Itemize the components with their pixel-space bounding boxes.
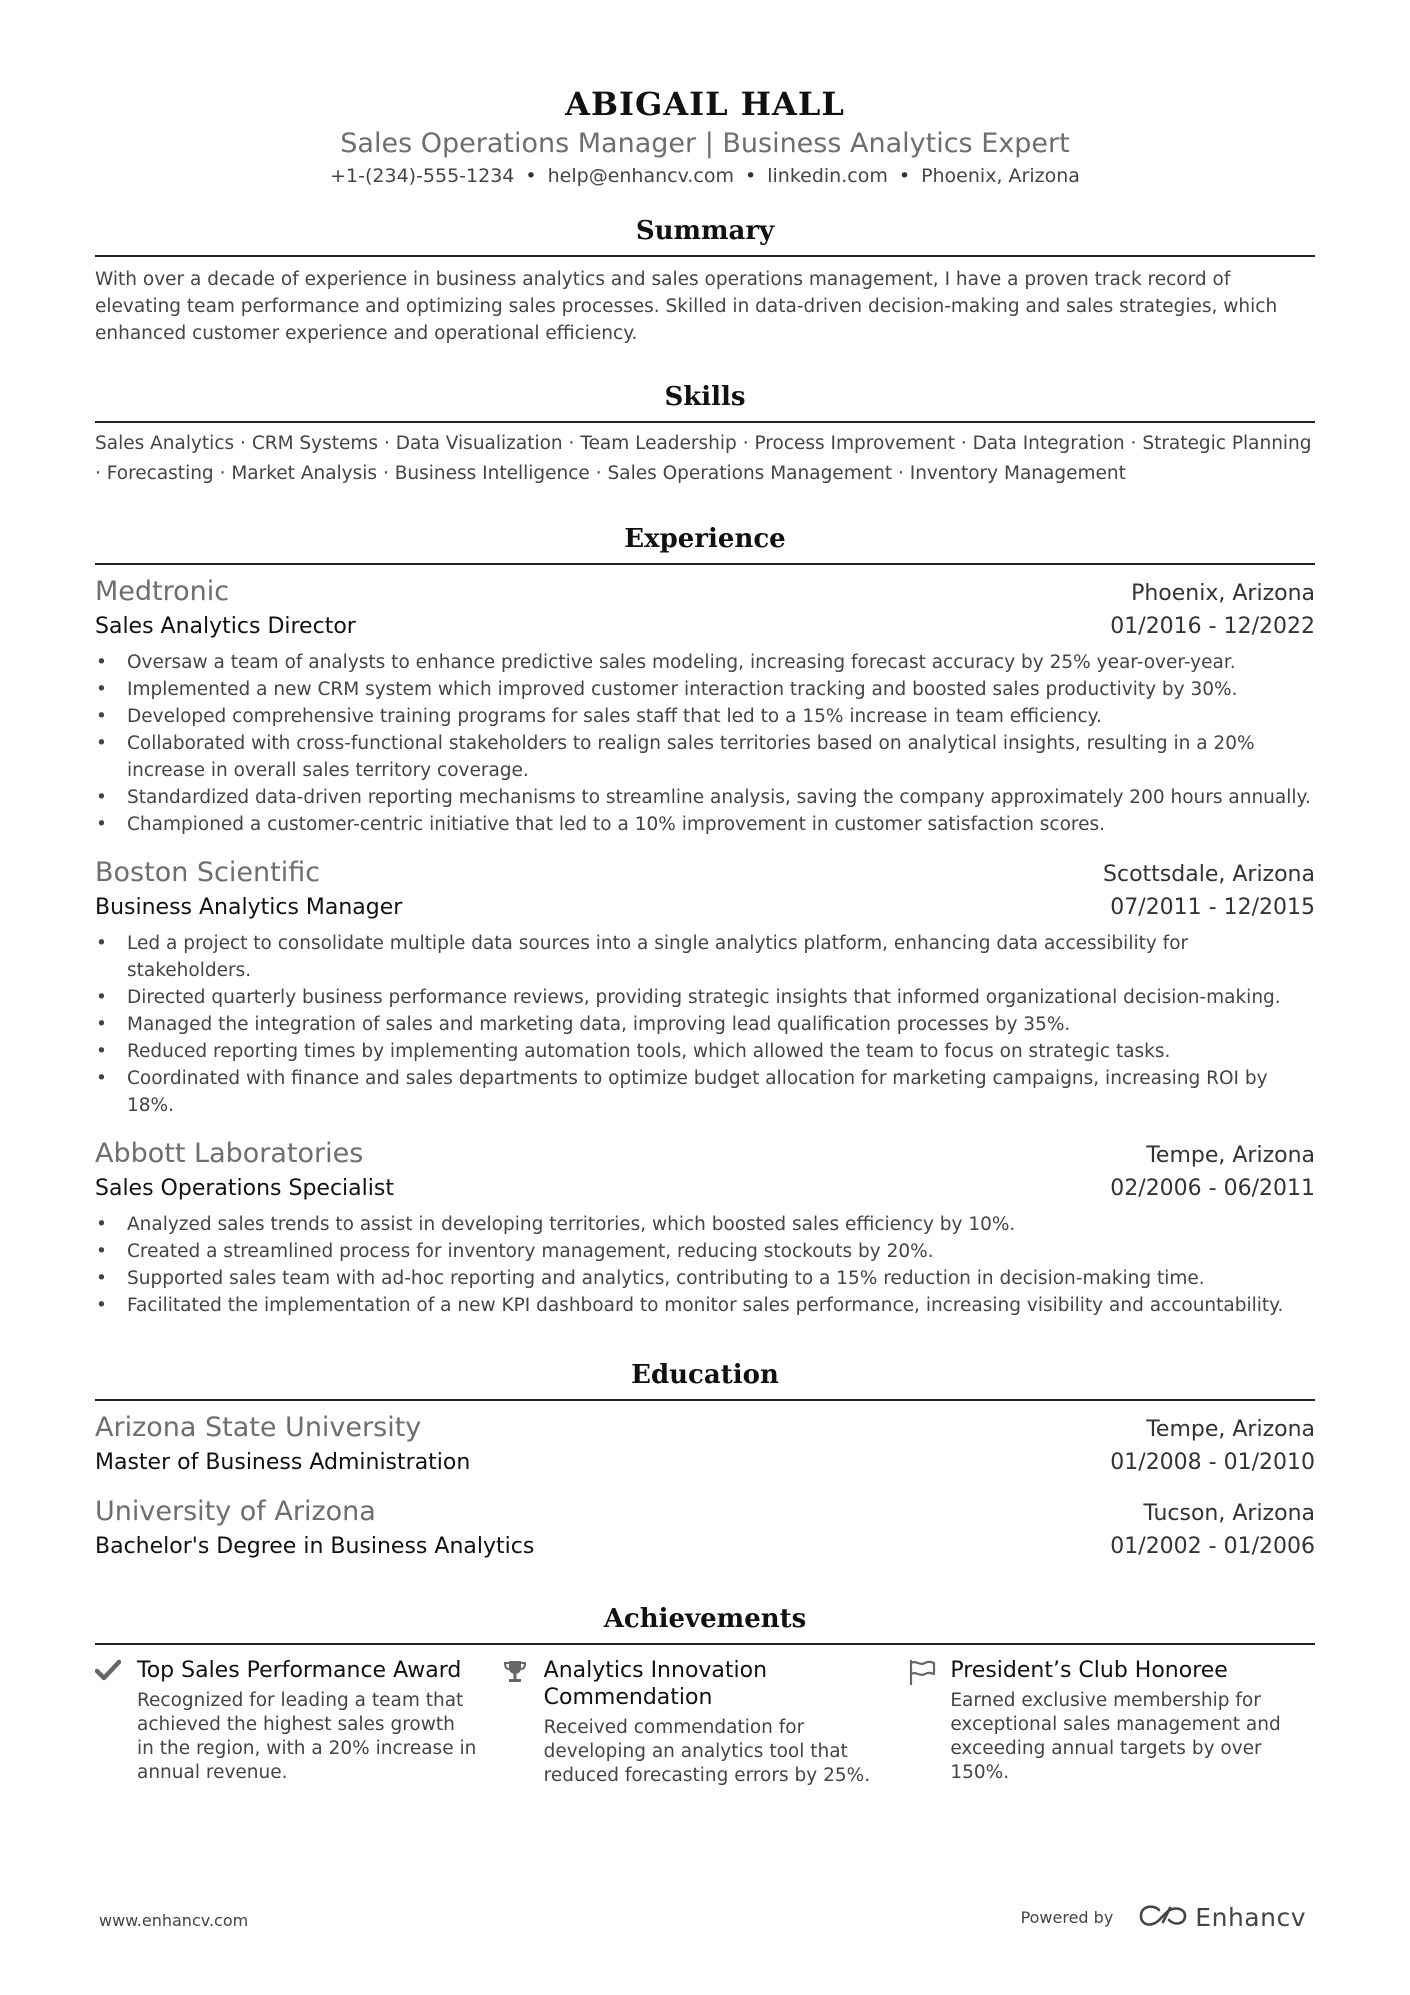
education-section <box>95 1357 1315 1563</box>
footer-branding <box>1021 1903 1306 1932</box>
section-title-achievements: Achievements <box>95 1601 1315 1645</box>
skill-item: Market Analysis <box>231 463 378 484</box>
achievement-description: Received commendation for developing an analytics tool that reduced forecasting errors by 25%. <box>543 1717 871 1786</box>
resume-header <box>95 0 1315 189</box>
contact-separator: • <box>745 165 757 187</box>
job-location: Scottsdale, Arizona <box>1103 862 1315 887</box>
company-name: Abbott Laboratories <box>95 1138 364 1169</box>
job-bullets <box>95 1211 1315 1319</box>
skill-separator: · <box>240 433 246 454</box>
brand-name: Enhancv <box>1195 1903 1306 1932</box>
bullet-item: • Implemented a new CRM system which improved customer interaction tracking and boosted sales productivity by 30%. <box>127 676 1315 703</box>
achievement-body <box>544 1657 884 1788</box>
skill-item: Forecasting <box>106 463 214 484</box>
skill-separator: · <box>95 463 101 484</box>
powered-by-label: Powered by <box>1020 1908 1114 1927</box>
job-location: Tempe, Arizona <box>1146 1143 1315 1168</box>
education-entry <box>95 1411 1315 1479</box>
summary-section <box>95 213 1315 347</box>
bullet-item: • Standardized data-driven reporting mechanisms to streamline analysis, saving the company approximately 200 hours annually. <box>127 784 1315 811</box>
section-title-summary: Summary <box>95 213 1315 257</box>
bullet-item: • Analyzed sales trends to assist in developing territories, which boosted sales efficiency by 10%. <box>127 1211 1315 1238</box>
trophy-icon <box>502 1657 544 1788</box>
bullet-item: • Oversaw a team of analysts to enhance predictive sales modeling, increasing forecast accuracy by 25% year-over-year. <box>127 649 1315 676</box>
job-title: Sales Analytics Director <box>95 614 356 639</box>
experience-entry <box>95 856 1315 1119</box>
candidate-headline: Sales Operations Manager | Business Analytics Expert <box>340 128 1070 159</box>
summary-text: With over a decade of experience in business analytics and sales operations management, I have a proven track record of elevating team performance and optimizing sales processes. Skilled in data-driven decision-making and sales strategies, which enhanced customer experience and operational efficiency. <box>95 269 1278 344</box>
experience-list <box>95 575 1315 1319</box>
achievement-body <box>950 1657 1290 1788</box>
section-title-education: Education <box>95 1357 1315 1401</box>
company-name: Boston Scientific <box>95 857 321 888</box>
school-name: University of Arizona <box>95 1496 376 1527</box>
contact-location: Phoenix, Arizona <box>921 165 1080 187</box>
job-dates: 02/2006 - 06/2011 <box>1110 1176 1315 1201</box>
job-bullets <box>95 930 1315 1119</box>
achievement-description: Recognized for leading a team that achieved the highest sales growth in the region, with a 20% increase in annual revenue. <box>137 1690 477 1783</box>
experience-role-row <box>95 892 1315 924</box>
degree-dates: 01/2002 - 01/2006 <box>1110 1534 1315 1559</box>
section-title-experience: Experience <box>95 521 1315 565</box>
degree-name: Bachelor's Degree in Business Analytics <box>95 1534 535 1559</box>
education-entry <box>95 1495 1315 1563</box>
school-location: Tempe, Arizona <box>1146 1417 1315 1442</box>
job-dates: 01/2016 - 12/2022 <box>1110 614 1315 639</box>
contact-linkedin[interactable]: linkedin.com <box>767 165 888 187</box>
experience-section <box>95 521 1315 1319</box>
skill-separator: · <box>742 433 749 454</box>
experience-entry <box>95 1137 1315 1319</box>
skill-item: Inventory Management <box>909 463 1126 484</box>
skill-item: Business Intelligence <box>394 463 590 484</box>
bullet-item: • Developed comprehensive training programs for sales staff that led to a 15% increase in team efficiency. <box>127 703 1315 730</box>
candidate-name: ABIGAIL HALL <box>565 85 845 123</box>
school-location: Tucson, Arizona <box>1143 1501 1315 1526</box>
contact-phone: +1-(234)-555-1234 <box>330 165 515 187</box>
bullet-item: • Directed quarterly business performance reviews, providing strategic insights that informed organizational decision-making. <box>127 984 1315 1011</box>
bullet-item: • Reduced reporting times by implementing automation tools, which allowed the team to focus on strategic tasks. <box>127 1038 1315 1065</box>
job-title: Business Analytics Manager <box>95 895 403 920</box>
contact-separator: • <box>525 165 537 187</box>
skills-list <box>95 429 1315 489</box>
achievement-item <box>95 1657 502 1788</box>
skill-item: Sales Operations Management <box>607 463 893 484</box>
achievement-description: Earned exclusive membership for exceptional sales management and exceeding annual targets by over 150%. <box>950 1690 1281 1783</box>
contact-email[interactable]: help@enhancv.com <box>547 165 734 187</box>
experience-header-row <box>95 1137 1315 1173</box>
skill-separator: · <box>383 433 390 454</box>
education-degree-row <box>95 1447 1315 1479</box>
education-header-row <box>95 1411 1315 1447</box>
contact-line <box>95 163 1315 189</box>
contact-separator: • <box>898 165 911 187</box>
education-list <box>95 1411 1315 1563</box>
experience-role-row <box>95 611 1315 643</box>
achievement-item <box>502 1657 909 1788</box>
bullet-item: • Championed a customer-centric initiative that led to a 10% improvement in customer satisfaction scores. <box>127 811 1315 838</box>
skills-section <box>95 379 1315 489</box>
degree-dates: 01/2008 - 01/2010 <box>1110 1450 1315 1475</box>
skill-item: Data Integration <box>972 433 1125 454</box>
education-header-row <box>95 1495 1315 1531</box>
job-bullets <box>95 649 1315 838</box>
checkmark-icon <box>95 1657 137 1788</box>
achievement-body <box>137 1657 477 1788</box>
bullet-item: • Collaborated with cross-functional stakeholders to realign sales territories based on analytical insights, resulting in a 20% increase in overall sales territory coverage. <box>127 730 1315 784</box>
bullet-item: • Coordinated with finance and sales departments to optimize budget allocation for marketing campaigns, increasing ROI by 18%. <box>127 1065 1315 1119</box>
bullet-item: • Facilitated the implementation of a new KPI dashboard to monitor sales performance, increasing visibility and accountability. <box>127 1292 1315 1319</box>
footer-website[interactable]: www.enhancv.com <box>99 1911 249 1930</box>
education-degree-row <box>95 1531 1315 1563</box>
enhancv-logo-icon <box>1139 1904 1187 1932</box>
skill-item: Team Leadership <box>580 433 737 454</box>
skill-item: CRM Systems <box>251 433 379 454</box>
bullet-item: • Managed the integration of sales and marketing data, improving lead qualification processes by 35%. <box>127 1011 1315 1038</box>
company-name: Medtronic <box>95 576 230 607</box>
bullet-item: • Supported sales team with ad-hoc reporting and analytics, contributing to a 15% reduction in decision-making time. <box>127 1265 1315 1292</box>
job-title: Sales Operations Specialist <box>95 1176 394 1201</box>
achievement-title: Top Sales Performance Award <box>137 1658 462 1683</box>
achievements-grid <box>95 1657 1315 1788</box>
experience-entry <box>95 575 1315 838</box>
achievements-section <box>95 1601 1315 1788</box>
achievement-title: Analytics Innovation Commendation <box>543 1658 768 1710</box>
skill-item: Sales Analytics <box>95 433 235 454</box>
experience-header-row <box>95 856 1315 892</box>
skill-item: Data Visualization <box>395 433 563 454</box>
achievement-title: President’s Club Honoree <box>950 1658 1228 1683</box>
degree-name: Master of Business Administration <box>95 1450 471 1475</box>
bullet-item: • Created a streamlined process for inventory management, reducing stockouts by 20%. <box>127 1238 1315 1265</box>
skill-separator: · <box>382 463 389 484</box>
job-dates: 07/2011 - 12/2015 <box>1110 895 1315 920</box>
skill-separator: · <box>960 433 967 454</box>
skill-separator: · <box>1130 433 1137 454</box>
flag-icon <box>908 1657 950 1788</box>
section-title-skills: Skills <box>95 379 1315 423</box>
skill-separator: · <box>568 433 575 454</box>
experience-role-row <box>95 1173 1315 1205</box>
skill-item: Process Improvement <box>754 433 955 454</box>
skill-separator: · <box>219 463 226 484</box>
skill-separator: · <box>897 463 904 484</box>
job-location: Phoenix, Arizona <box>1131 581 1315 606</box>
skill-item: Strategic Planning <box>1142 433 1312 454</box>
skill-separator: · <box>595 463 602 484</box>
experience-header-row <box>95 575 1315 611</box>
bullet-item: • Led a project to consolidate multiple data sources into a single analytics platform, enhancing data accessibility for stakeholders. <box>127 930 1315 984</box>
achievement-item <box>908 1657 1315 1788</box>
school-name: Arizona State University <box>95 1412 422 1443</box>
